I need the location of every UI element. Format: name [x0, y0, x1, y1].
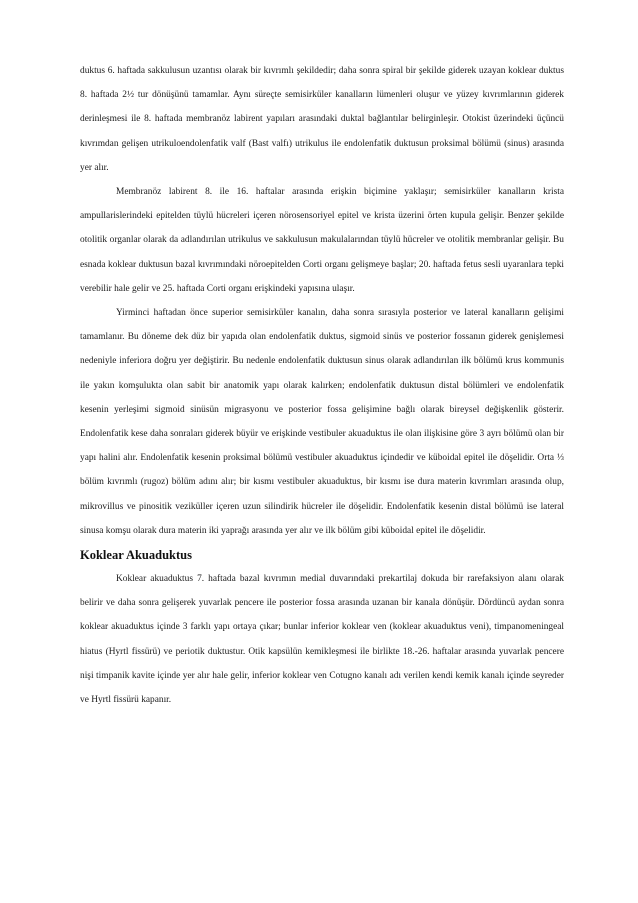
section-heading-koklear-akuaduktus: Koklear Akuaduktus	[80, 548, 192, 563]
document-page	[80, 59, 564, 712]
paragraph-duktus-development: duktus 6. haftada sakkulusun uzantısı olarak bir kıvrımlı şekildedir; daha sonra spiral bir şekilde giderek uzayan koklear duktus 8. haftada 2½ tur dönüşünü tamamlar. Aynı süreçte semisirküler kanalların lümenleri oluşur ve yüzey kıvrımlarının giderek derinleşmesi ile 8. haftada membranöz labirent yapıları arasındaki duktal bağlantılar belirginleşir. Otokist üzerindeki üçüncü kıvrımdan gelişen utrikuloendolenfatik valf (Bast valfı) utrikulus ile endolenfatik duktusun proksimal bölümü (sinus) arasında yer alır.	[80, 66, 564, 173]
paragraph-membranous-labyrinth: Membranöz labirent 8. ile 16. haftalar arasında erişkin biçimine yaklaşır; semisirküler kanalların krista ampullarislerindeki epitelden tüylü hücreleri içeren nörosensoriyel epitel ve krista üzerini örten kupula gelişir. Benzer şekilde otolitik organlar olarak da adlandırılan utrikulus ve sakkulusun makulalarından tüylü hücreler ve otolitik membranlar gelişir. Bu esnada koklear duktusun bazal kıvrımındaki nöroepitelden Corti organı gelişmeye başlar; 20. haftada fetus sesli uyaranlara tepki verebilir hale gelir ve 25. haftada Corti organı erişkindeki yapısına ulaşır.	[80, 187, 564, 294]
paragraph-endolymphatic-sac: Yirminci haftadan önce superior semisirküler kanalın, daha sonra sırasıyla posterior ve lateral kanalların gelişimi tamamlanır. Bu döneme dek düz bir yapıda olan endolenfatik duktus, sigmoid sinüs ve posterior fossanın giderek genişlemesi nedeniyle inferiora doğru yer değiştirir. Bu nedenle endolenfatik duktusun sinus olarak adlandırılan ilk bölümü krus kommunis ile yakın komşulukta olan sabit bir anatomik yapı olarak kalırken; endolenfatik duktusun distal bölümleri ve endolenfatik kesenin yerleşimi sigmoid sinüsün migrasyonu ve posterior fossa gelişimine bağlı olarak bireysel değişkenlik gösterir. Endolenfatik kese daha sonraları giderek büyür ve erişkinde vestibuler akuaduktus ile olan ilişkisine göre 3 ayrı bölümü olan bir yapı halini alır. Endolenfatik kesenin proksimal bölümü vestibuler akuaduktus içindedir ve küboidal epitel ile döşelidir. Orta ⅓ bölüm kıvrımlı (rugoz) bölüm adını alır; bir kısmı vestibuler akuaduktus, bir kısmı ise dura materin kıvrımları arasında olup, mikrovillus ve pinositik veziküller içeren uzun silindirik hücreler ile döşelidir. Endolenfatik kesenin distal bölümü ise lateral sinusa komşu olarak dura materin iki yaprağı arasında yer alır ve ilk bölüm gibi küboidal epitel ile döşelidir.	[80, 308, 564, 536]
paragraph-cochlear-aqueduct: Koklear akuaduktus 7. haftada bazal kıvrımın medial duvarındaki prekartilaj dokuda bir rarefaksiyon alanı olarak belirir ve daha sonra gelişerek yuvarlak pencere ile posterior fossa arasında uzanan bir kanala dönüşür. Dördüncü aydan sonra koklear akuaduktus içinde 3 farklı yapı ortaya çıkar; bunlar inferior koklear ven (koklear akuaduktus veni), timpanomeningeal hiatus (Hyrtl fissürü) ve periotik duktustur. Otik kapsülün kemikleşmesi ile birlikte 18.-26. haftalar arasında yuvarlak pencere nişi timpanik kavite içinde yer alır hale gelir, inferior koklear ven Cotugno kanalı adı verilen kendi kemik kanalı içinde seyreder ve Hyrtl fissürü kapanır.	[80, 574, 564, 706]
